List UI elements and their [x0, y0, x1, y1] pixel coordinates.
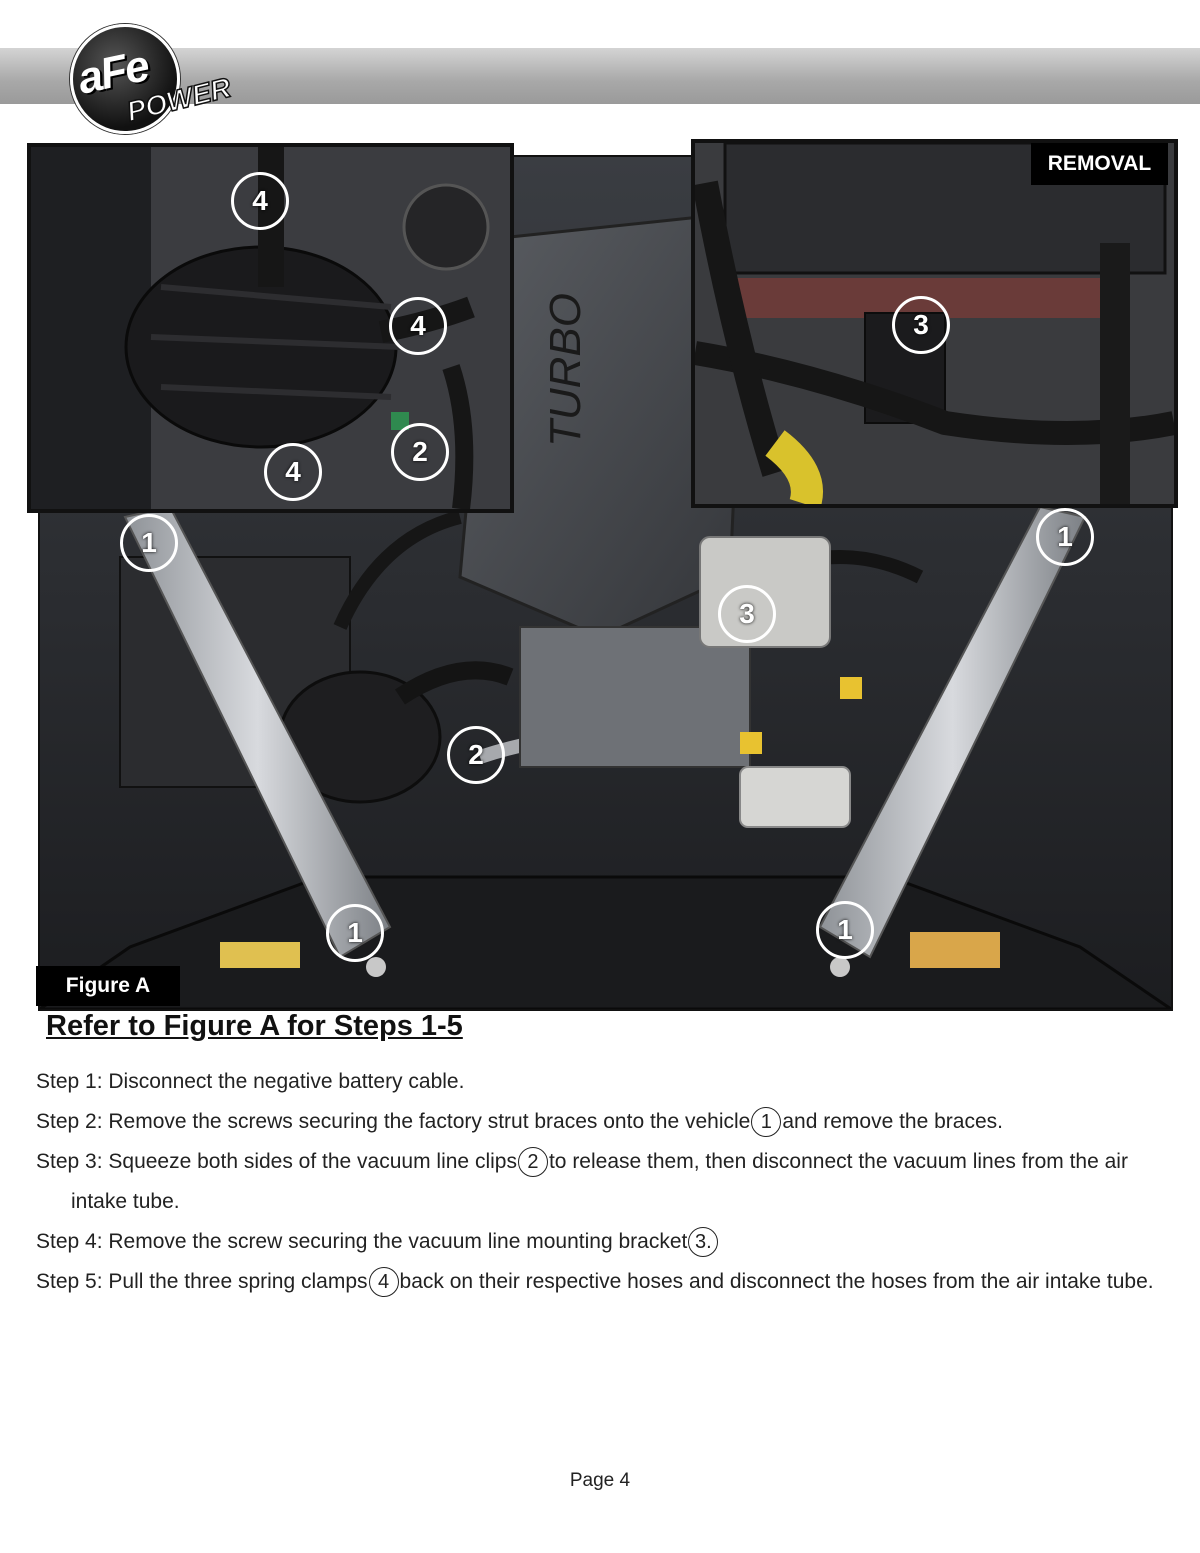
- callout-4-bottom: 4: [264, 443, 322, 501]
- step-2-text-b: and remove the braces.: [782, 1110, 1003, 1133]
- step-4-ref: 3.: [688, 1227, 718, 1257]
- section-heading: Refer to Figure A for Steps 1-5: [46, 1010, 463, 1042]
- page-number: Page 4: [569, 1470, 631, 1491]
- callout-2-inset: 2: [391, 423, 449, 481]
- svg-text:TURBO: TURBO: [541, 293, 590, 447]
- step-3-text-a: Step 3: Squeeze both sides of the vacuum line clips: [36, 1150, 517, 1173]
- step-2: [36, 1102, 1176, 1142]
- step-4-text-a: Step 4: Remove the screw securing the vacuum line mounting bracket: [36, 1230, 688, 1253]
- callout-2-main: 2: [447, 726, 505, 784]
- step-2-ref: 1: [751, 1107, 781, 1137]
- callout-4-top: 4: [231, 172, 289, 230]
- step-1-text: Step 1: Disconnect the negative battery cable.: [36, 1070, 465, 1093]
- steps-list: [36, 1062, 1176, 1302]
- removal-label: REMOVAL: [1031, 143, 1168, 185]
- step-3-ref: 2: [518, 1147, 548, 1177]
- step-3-text-b: to release them, then disconnect the vacuum lines from the air intake tube.: [71, 1150, 1128, 1213]
- step-1: [36, 1062, 1176, 1102]
- callout-3-main: 3: [718, 585, 776, 643]
- callout-1-right-top: 1: [1036, 508, 1094, 566]
- callout-3-inset: 3: [892, 296, 950, 354]
- step-3: [36, 1142, 1176, 1222]
- step-5: [36, 1262, 1176, 1302]
- step-5-ref: 4: [369, 1267, 399, 1297]
- figure-label: Figure A: [36, 966, 180, 1006]
- step-2-text-a: Step 2: Remove the screws securing the factory strut braces onto the vehicle: [36, 1110, 751, 1133]
- logo-afe-text: aFe: [73, 41, 153, 104]
- callout-1-right-bottom: 1: [816, 901, 874, 959]
- step-4: [36, 1222, 1176, 1262]
- callout-1-left-bottom: 1: [326, 904, 384, 962]
- logo-power-text: POWER: [123, 71, 234, 128]
- afe-power-logo: [70, 24, 240, 134]
- step-5-text-a: Step 5: Pull the three spring clamps: [36, 1270, 368, 1293]
- step-5-text-b: back on their respective hoses and disconnect the hoses from the air intake tube.: [399, 1270, 1154, 1293]
- callout-4-middle: 4: [389, 297, 447, 355]
- callout-1-left-top: 1: [120, 514, 178, 572]
